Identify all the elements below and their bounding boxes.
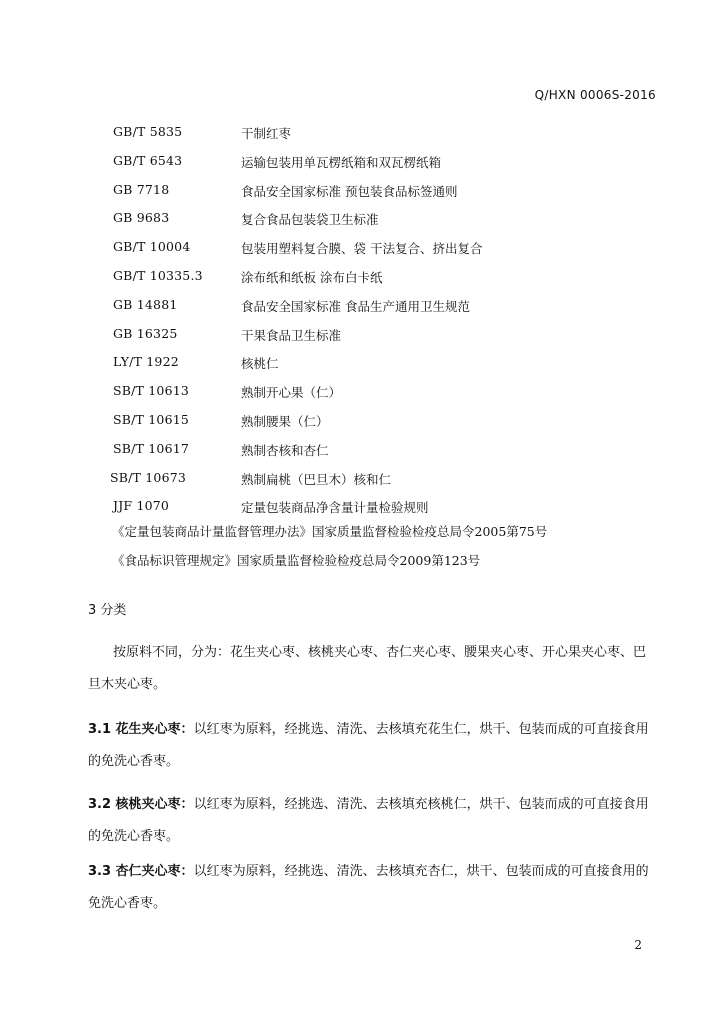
- reference-row: [0, 406, 724, 435]
- reference-row: [0, 377, 724, 406]
- standard-title: 核桃仁: [241, 356, 279, 372]
- reference-row: [0, 464, 724, 493]
- standard-title: 熟制腰果（仁）: [241, 413, 329, 429]
- section-heading: 3 分类: [88, 603, 127, 618]
- reference-row: [0, 348, 724, 377]
- standard-code: GB/T 10004: [113, 239, 191, 255]
- standard-code: JJF 1070: [113, 498, 170, 514]
- clause-label: 3.3 杏仁夹心枣：: [88, 864, 194, 879]
- standard-code: GB/T 6543: [113, 152, 183, 168]
- regulation-reference: 《定量包装商品计量监督管理办法》国家质量监督检验检疫总局令2005第75号: [112, 524, 548, 539]
- clause-text: 以红枣为原料，经挑选、清洗、去核填充花生仁，烘干、包装而成的可直接食用的免洗心香枣。: [88, 722, 649, 769]
- standard-title: 食品安全国家标准 预包装食品标签通则: [241, 183, 458, 199]
- reference-row: [0, 118, 724, 147]
- reference-row: [0, 492, 724, 521]
- document-code: Q/HXN 0006S-2016: [534, 88, 656, 102]
- standard-title: 包装用塑料复合膜、袋 干法复合、挤出复合: [241, 241, 483, 257]
- standard-code: LY/T 1922: [113, 354, 179, 370]
- reference-row: [0, 435, 724, 464]
- reference-row: [0, 176, 724, 205]
- clause-text: 以红枣为原料，经挑选、清洗、去核填充杏仁，烘干、包装而成的可直接食用的免洗心香枣。: [88, 864, 649, 911]
- standard-title: 复合食品包装袋卫生标准: [241, 212, 379, 228]
- standard-code: GB/T 5835: [113, 124, 183, 139]
- standard-title: 熟制杏核和杏仁: [241, 442, 329, 458]
- reference-row: [0, 233, 724, 262]
- clause-3-2: [88, 789, 658, 853]
- standard-title: 运输包装用单瓦楞纸箱和双瓦楞纸箱: [241, 154, 442, 170]
- clause-label: 3.1 花生夹心枣：: [88, 722, 194, 737]
- standard-title: 干制红枣: [241, 126, 292, 141]
- standard-code: GB 7718: [113, 181, 170, 197]
- classification-intro: 按原料不同，分为：花生夹心枣、核桃夹心枣、杏仁夹心枣、腰果夹心枣、开心果夹心枣、巴旦木夹心枣。: [88, 645, 647, 692]
- standard-title: 熟制扁桃（巴旦木）核和仁: [241, 471, 392, 487]
- standard-code: SB/T 10617: [113, 440, 190, 456]
- normative-references-list: [0, 118, 724, 521]
- reference-row: [0, 204, 724, 233]
- standard-title: 定量包装商品净含量计量检验规则: [241, 500, 429, 516]
- standard-code: SB/T 10615: [113, 411, 190, 427]
- reference-row: [0, 320, 724, 349]
- standard-code: SB/T 10613: [113, 383, 190, 399]
- standard-code: GB/T 10335.3: [113, 267, 203, 283]
- reference-row: [0, 262, 724, 291]
- standard-title: 熟制开心果（仁）: [241, 385, 342, 401]
- page-number: 2: [634, 938, 642, 952]
- standard-code: GB 14881: [113, 296, 178, 312]
- standard-title: 食品安全国家标准 食品生产通用卫生规范: [241, 298, 470, 314]
- reference-row: [0, 291, 724, 320]
- standard-title: 干果食品卫生标准: [241, 327, 342, 343]
- regulation-reference: 《食品标识管理规定》国家质量监督检验检疫总局令2009第123号: [112, 553, 481, 568]
- clause-3-3: [88, 856, 658, 920]
- reference-row: [0, 147, 724, 176]
- standard-code: GB 9683: [113, 210, 170, 226]
- clause-text: 以红枣为原料，经挑选、清洗、去核填充核桃仁，烘干、包装而成的可直接食用的免洗心香枣。: [88, 797, 649, 844]
- standard-title: 涂布纸和纸板 涂布白卡纸: [241, 269, 383, 285]
- clause-label: 3.2 核桃夹心枣：: [88, 797, 194, 812]
- standard-code: SB/T 10673: [110, 469, 187, 485]
- standard-code: GB 16325: [113, 325, 178, 341]
- clause-3-1: [88, 714, 658, 778]
